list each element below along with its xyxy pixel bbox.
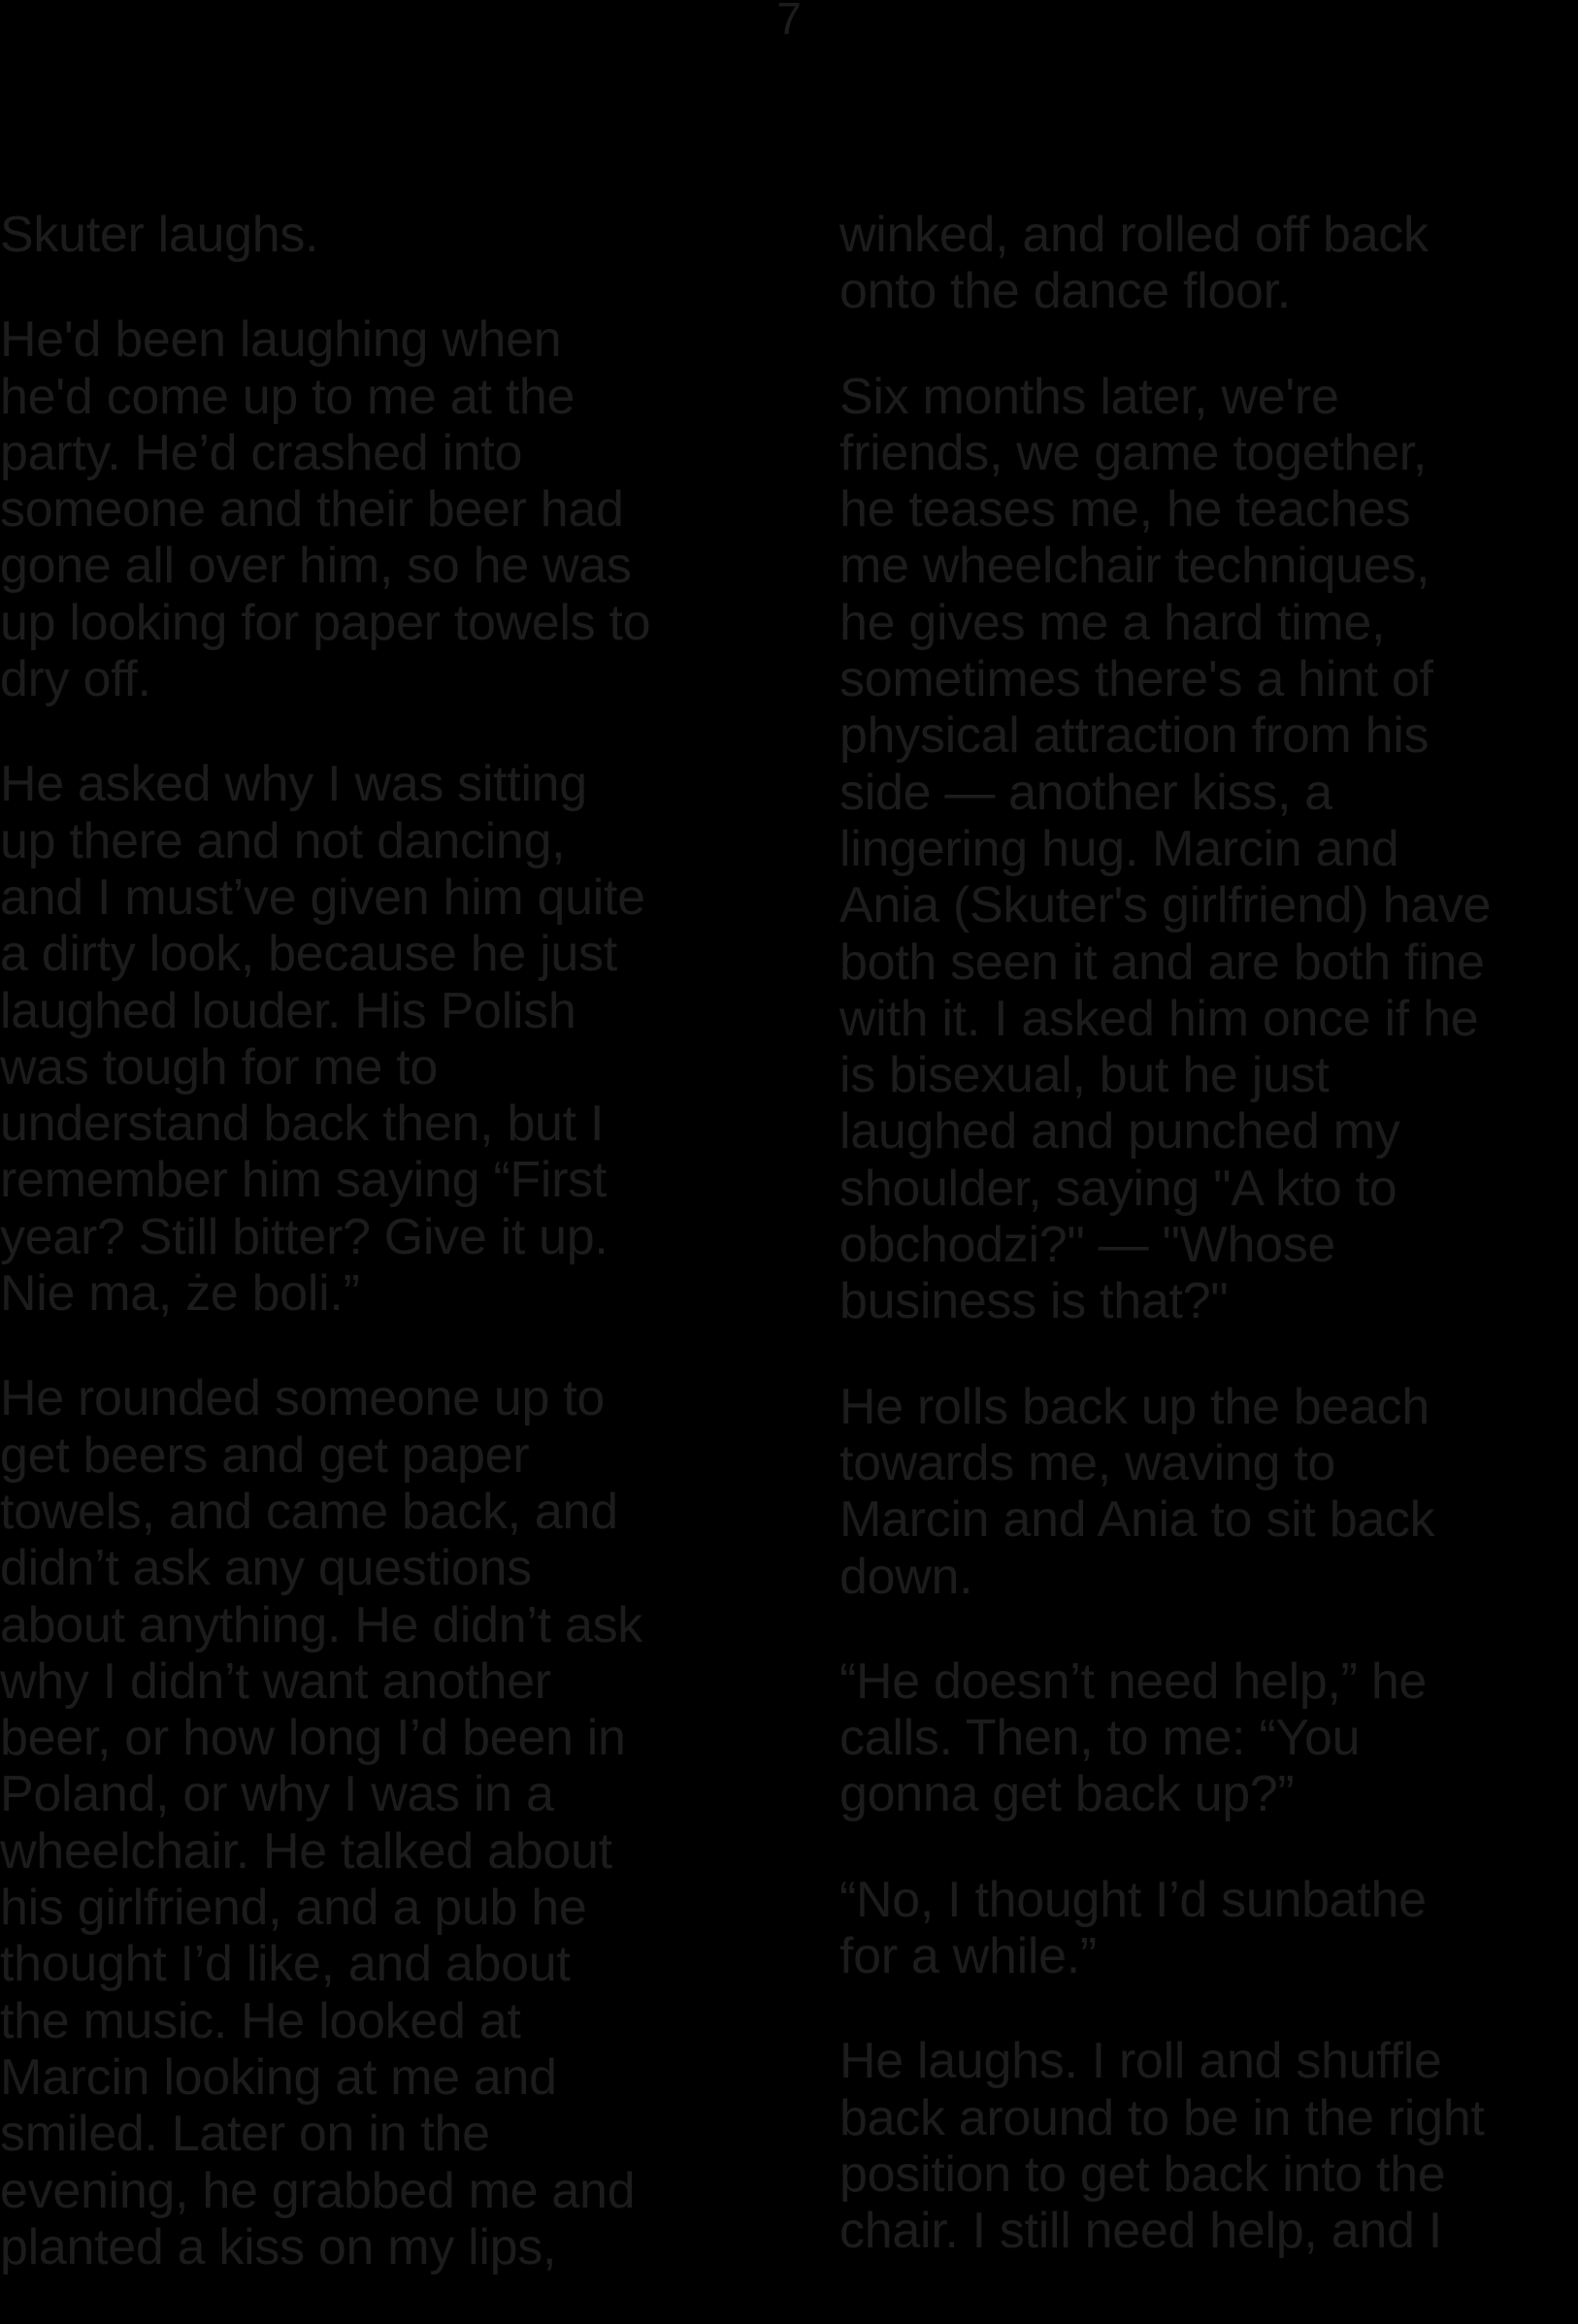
paragraph: “No, I thought I’d sunbathe for a while.”: [839, 1871, 1427, 1985]
paragraph: He'd been laughing when he'd come up to me at the party. He’d crashed into someone and their beer had gone all over him, so he was up looking for paper towels to dry off.: [0, 311, 651, 708]
paragraph: winked, and rolled off back onto the dance floor.: [839, 207, 1429, 320]
paragraph: Skuter laughs.: [0, 207, 319, 263]
paragraph: He asked why I was sitting up there and not dancing, and I must’ve given him quite a dirty look, because he just laughed louder. His Polish was tough for me to understand back then, but I remember him saying “First year? Still bitter? Give it up. Nie ma, że boli.”: [0, 756, 645, 1323]
left-text-column: [0, 207, 747, 2324]
page-number: 7: [776, 0, 802, 44]
right-text-column: [839, 207, 1578, 2308]
paragraph: Six months later, we're friends, we game together, he teases me, he teaches me wheelchair techniques, he gives me a hard time, sometimes there's a hint of physical attraction from his side — another kiss, a lingering hug. Marcin and Ania (Skuter's girlfriend) have both seen it and are both fine with it. I asked him once if he is bisexual, but he just laughed and punched my shoulder, saying "A kto to obchodzi?" — "Whose business is that?": [839, 368, 1492, 1330]
paragraph: He rounded someone up to get beers and get paper towels, and came back, and didn’t ask any questions about anything. He didn’t ask why I didn’t want another beer, or how long I’d been in Poland, or why I was in a wheelchair. He talked about his girlfriend, and a pub he thought I’d like, and about the music. He looked at Marcin looking at me and smiled. Later on in the evening, he grabbed me and planted a kiss on my lips,: [0, 1370, 642, 2275]
paragraph: “He doesn’t need help,” he calls. Then, to me: “You gonna get back up?”: [839, 1653, 1428, 1823]
paragraph: He rolls back up the beach towards me, waving to Marcin and Ania to sit back down.: [839, 1378, 1435, 1605]
paragraph: He laughs. I roll and shuffle back around to be in the right position to get back into the chair. I still need help, and I: [839, 2033, 1485, 2260]
